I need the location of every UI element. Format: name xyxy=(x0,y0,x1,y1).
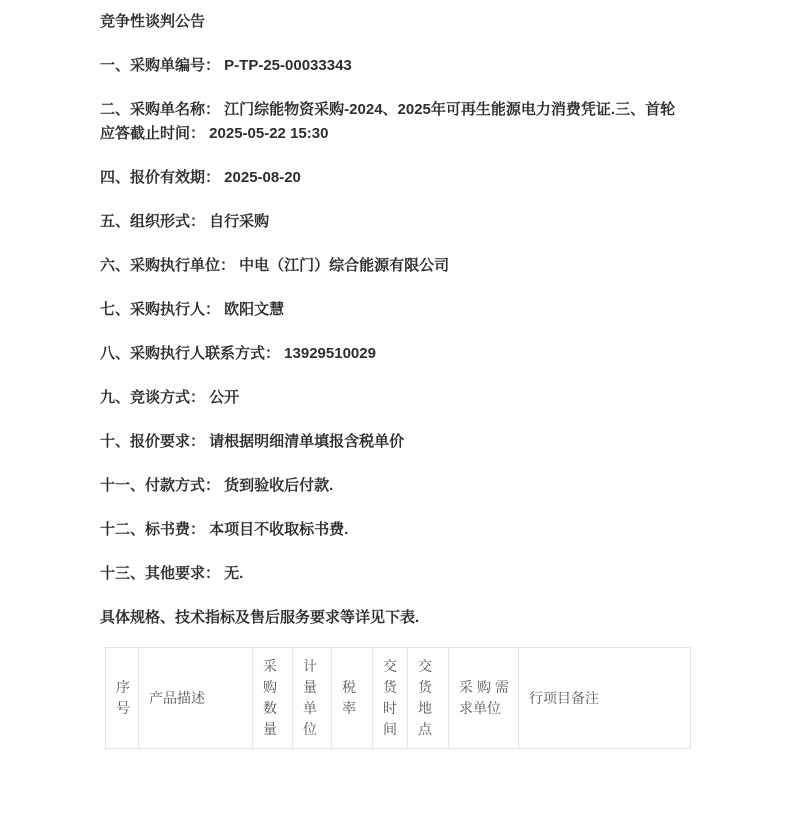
page-title: 竞争性谈判公告 xyxy=(100,13,206,30)
doc-line-order-name: 二、采购单名称： 江门综能物资采购-2024、2025年可再生能源电力消费凭证.三、首轮 xyxy=(100,101,676,118)
doc-line-quote-validity: 四、报价有效期： 2025-08-20 xyxy=(100,169,301,186)
doc-line-bid-document-fee: 十二、标书费： 本项目不收取标书费. xyxy=(100,521,349,538)
col-header-purchase-quantity: 采购数量 xyxy=(253,648,293,749)
doc-line-see-table-below: 具体规格、技术指标及售后服务要求等详见下表. xyxy=(100,609,420,626)
doc-line-payment-method: 十一、付款方式： 货到验收后付款. xyxy=(100,477,334,494)
col-header-measure-unit: 计量单位 xyxy=(293,648,332,749)
col-header-demand-unit: 采购需求单位 xyxy=(449,648,519,749)
col-header-product-description: 产品描述 xyxy=(139,648,253,749)
col-header-tax-rate: 税率 xyxy=(332,648,373,749)
doc-line-negotiation-mode: 九、竞谈方式： 公开 xyxy=(100,389,240,406)
doc-line-executor-contact: 八、采购执行人联系方式： 13929510029 xyxy=(100,345,376,362)
table-header-row xyxy=(106,648,691,749)
col-header-seq-no: 序号 xyxy=(106,648,139,749)
doc-line-response-deadline: 应答截止时间： 2025-05-22 15:30 xyxy=(100,125,329,142)
spec-table xyxy=(105,647,691,749)
col-header-delivery-place: 交货地点 xyxy=(408,648,449,749)
doc-line-quote-requirement: 十、报价要求： 请根据明细清单填报含税单价 xyxy=(100,433,405,450)
doc-line-executor: 七、采购执行人： 欧阳文慧 xyxy=(100,301,285,318)
col-header-delivery-time: 交货时间 xyxy=(373,648,408,749)
col-header-line-item-remarks: 行项目备注 xyxy=(519,648,691,749)
doc-line-executing-unit: 六、采购执行单位： 中电（江门）综合能源有限公司 xyxy=(100,257,450,274)
doc-line-organization-form: 五、组织形式： 自行采购 xyxy=(100,213,270,230)
doc-line-order-number: 一、采购单编号： P-TP-25-00033343 xyxy=(100,57,352,74)
doc-line-other-requirements: 十三、其他要求： 无. xyxy=(100,565,244,582)
